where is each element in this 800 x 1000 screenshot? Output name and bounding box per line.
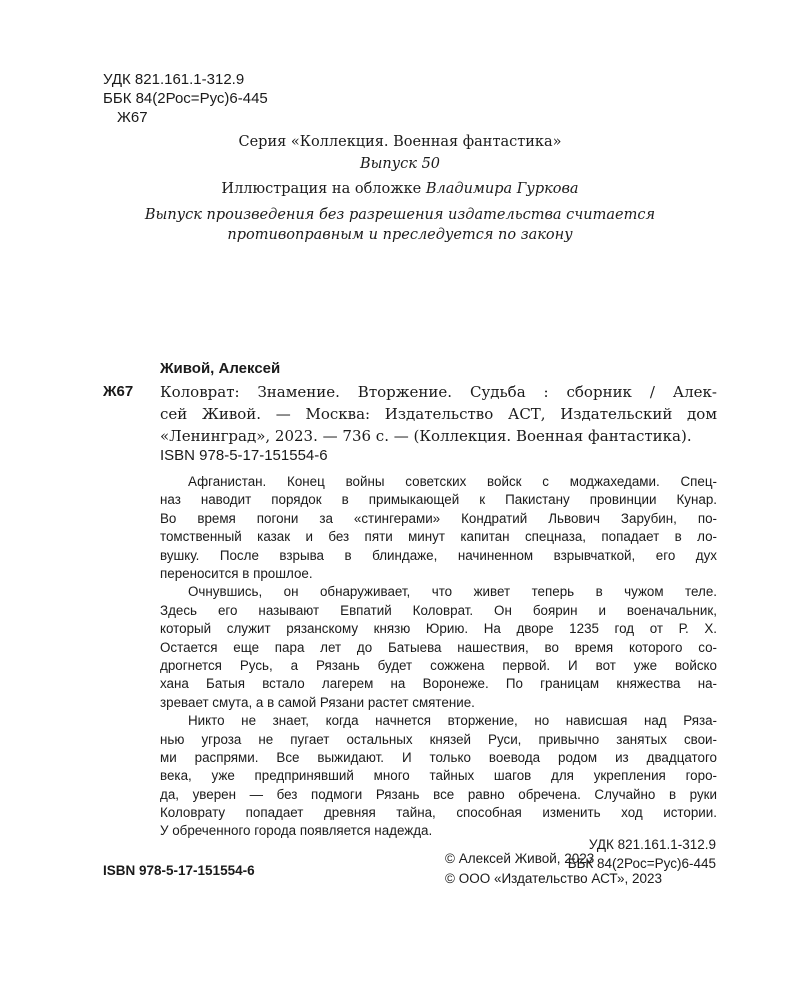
footer-bbk-code: ББК 84(2Рос=Рус)6-445	[567, 856, 716, 871]
annotation-line: У обреченного города появляется надежда.	[160, 823, 433, 839]
footer-isbn: ISBN 978-5-17-151554-6	[103, 863, 255, 878]
illustration-prefix: Иллюстрация на обложке	[221, 181, 426, 197]
footer-udk-code: УДК 821.161.1-312.9	[588, 837, 716, 852]
copyright-publisher: © ООО «Издательство АСТ», 2023	[445, 871, 663, 886]
annotation	[160, 473, 717, 841]
illustrator-name: Владимира Гуркова	[425, 181, 579, 197]
series-issue: Выпуск 50	[359, 156, 441, 172]
annotation-line: да, уверен — без подмоги Рязань все равно обречена. Случайно в руки	[160, 786, 717, 802]
copyright-author: © Алексей Живой, 2023	[445, 851, 595, 866]
copyright-warning-line-2: противоправным и преследуется по закону	[227, 227, 573, 243]
copyright-notices	[445, 849, 662, 889]
biblio-line-1: Коловрат: Знамение. Вторжение. Судьба : сборник / Алек-	[160, 383, 717, 401]
bibliographic-description	[160, 381, 717, 447]
annotation-line: томственный казак и без пяти минут капитан спецназа, попадает в ло-	[160, 529, 717, 545]
biblio-line-2: сей Живой. — Москва: Издательство АСТ, Издательский дом	[160, 405, 717, 423]
biblio-line-3: «Ленинград», 2023. — 736 с. — (Коллекция. Военная фантастика).	[160, 427, 692, 445]
annotation-line: Коловрату попадает древняя тайна, способная изменить ход истории.	[160, 805, 717, 821]
annotation-line: вушку. После взрыва в блиндаже, начиненном взрывчаткой, его дух	[160, 547, 717, 563]
bbk-code: ББК 84(2Рос=Рус)6-445	[103, 90, 268, 107]
annotation-line: переносится в прошлое.	[160, 565, 313, 581]
annotation-line: хана Батыя встало лагерем на Воронеже. По границам княжества на-	[160, 676, 717, 692]
cover-illustration-credit	[100, 181, 700, 197]
annotation-line: Во время погони за «стингерами» Кондратий Львович Зарубин, по-	[160, 510, 717, 526]
annotation-line: который служит рязанскому князю Юрию. На дворе 1235 год от Р. Х.	[160, 621, 717, 637]
annotation-line: Остается еще пара лет до Батыева нашествия, во время которого со-	[160, 639, 717, 655]
annotation-line: ми распрями. Все выжидают. И только воевода родом из двадцатого	[160, 749, 717, 765]
annotation-line: века, уже предпринявший много тайных шагов для укрепления горо-	[160, 768, 717, 784]
series-line: Серия «Коллекция. Военная фантастика»	[238, 134, 562, 150]
annotation-line: зревает смута, а в самой Рязани растет смятение.	[160, 694, 475, 710]
record-isbn: ISBN 978-5-17-151554-6	[160, 447, 328, 464]
copyright-warning-line-1: Выпуск произведения без разрешения издательства считается	[144, 207, 656, 223]
author-index-code: Ж67	[117, 109, 148, 126]
udk-code: УДК 821.161.1-312.9	[103, 71, 245, 88]
annotation-line: Очнувшись, он обнаруживает, что живет теперь в чужом теле.	[188, 584, 717, 600]
annotation-line: Никто не знает, когда начнется вторжение, но нависшая над Ряза-	[188, 713, 717, 729]
annotation-line: Афганистан. Конец войны советских войск с моджахедами. Спец-	[188, 474, 717, 489]
annotation-line: дрогнется Русь, а Рязань будет сожжена первой. И вот уже войско	[160, 657, 717, 673]
record-author: Живой, Алексей	[160, 360, 281, 377]
header-codes	[103, 70, 268, 127]
annotation-line: Здесь его называют Евпатий Коловрат. Он боярин и военачальник,	[160, 602, 717, 618]
annotation-line: наз наводит порядок в примыкающей к Пакистану провинции Кунар.	[160, 492, 717, 508]
annotation-line: нью угроза не пугает остальных князей Руси, привычно занятых свои-	[160, 731, 717, 747]
record-index: Ж67	[103, 383, 134, 400]
